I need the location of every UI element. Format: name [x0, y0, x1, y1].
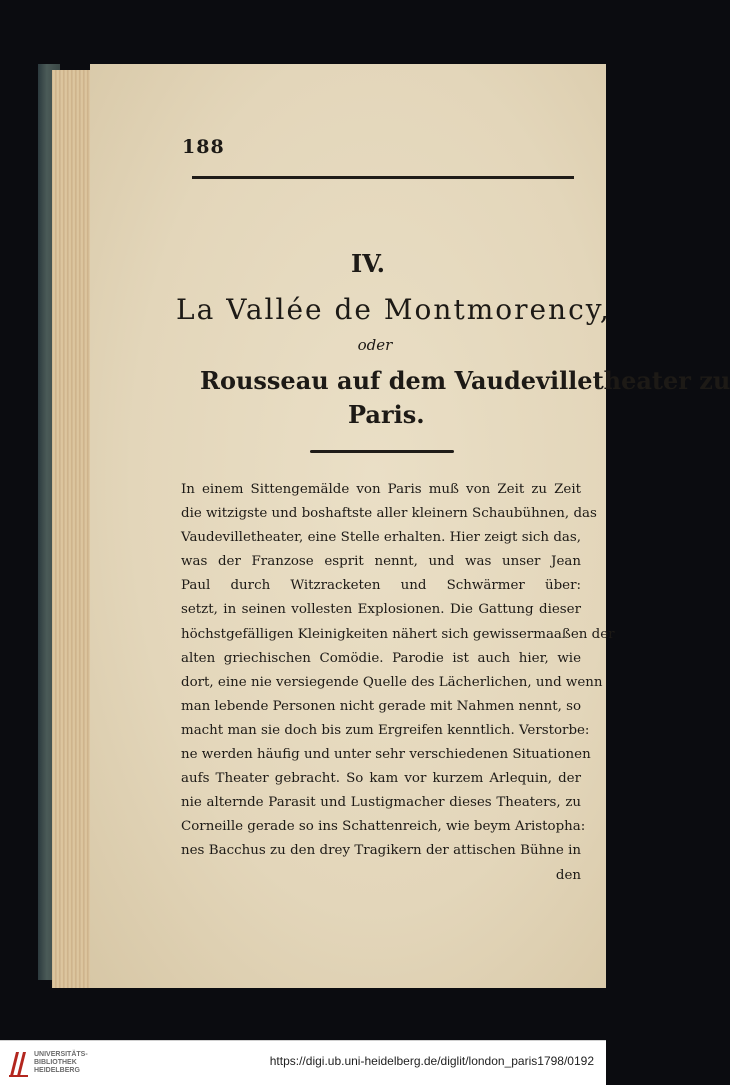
- chapter-title: La Vallée de Montmorency,: [176, 293, 611, 326]
- body-line: aufs Theater gebracht. So kam vor kurzem Arlequin, der: [181, 771, 581, 787]
- chapter-number: IV.: [350, 249, 385, 278]
- page-number: 188: [182, 136, 225, 158]
- logo-line-3: HEIDELBERG: [34, 1067, 80, 1074]
- library-logo-text: [34, 1051, 88, 1075]
- logo-line-1: UNIVERSITÄTS-: [34, 1051, 88, 1058]
- body-line: was der Franzose esprit nennt, und was unser Jean: [181, 554, 581, 570]
- body-line: nie alternde Parasit und Lustigmacher dieses Theaters, zu: [181, 795, 581, 811]
- body-line: Corneille gerade so ins Schattenreich, wie beym Aristopha:: [181, 819, 586, 835]
- chapter-subtitle-line-1: Rousseau auf dem Vaudevilletheater zu: [200, 366, 730, 395]
- body-text: [181, 478, 615, 888]
- catchword: den: [555, 867, 581, 883]
- body-line: Vaudevilletheater, eine Stelle erhalten. Hier zeigt sich das,: [181, 530, 581, 546]
- chapter-subtitle-line-2: Paris.: [348, 400, 425, 429]
- body-line: man lebende Personen nicht gerade mit Nahmen nennt, so: [181, 698, 582, 714]
- body-line: Paul durch Witzracketen und Schwärmer über:: [181, 578, 581, 594]
- body-line: dort, eine nie versiegende Quelle des Lächerlichen, und wenn: [181, 674, 603, 690]
- body-line: alten griechischen Comödie. Parodie ist auch hier, wie: [181, 650, 581, 666]
- body-line: macht man sie doch bis zum Ergreifen kenntlich. Verstorbe:: [181, 722, 590, 738]
- body-line: ne werden häufig und unter sehr verschiedenen Situationen: [181, 747, 591, 763]
- heidelberg-library-logo-icon[interactable]: [8, 1048, 30, 1078]
- body-line: höchstgefälligen Kleinigkeiten nähert sich gewissermaaßen der: [181, 626, 615, 642]
- body-line: In einem Sittengemälde von Paris muß von Zeit zu Zeit: [181, 482, 581, 497]
- footer-bar: [0, 1040, 606, 1085]
- body-line: nes Bacchus zu den drey Tragikern der attischen Bühne in: [181, 843, 581, 859]
- title-connector: oder: [357, 336, 393, 354]
- body-line: die witzigste und boshaftste aller kleinern Schaubühnen, das: [181, 506, 597, 522]
- logo-line-2: BIBLIOTHEK: [34, 1059, 77, 1066]
- title-divider-rule: [310, 450, 454, 453]
- book-page: [90, 64, 730, 988]
- header-rule: [192, 176, 574, 179]
- body-line: setzt, in seinen vollesten Explosionen. Die Gattung dieser: [181, 602, 581, 618]
- permalink-url[interactable]: https://digi.ub.uni-heidelberg.de/diglit/london_paris1798/0192: [269, 1054, 594, 1068]
